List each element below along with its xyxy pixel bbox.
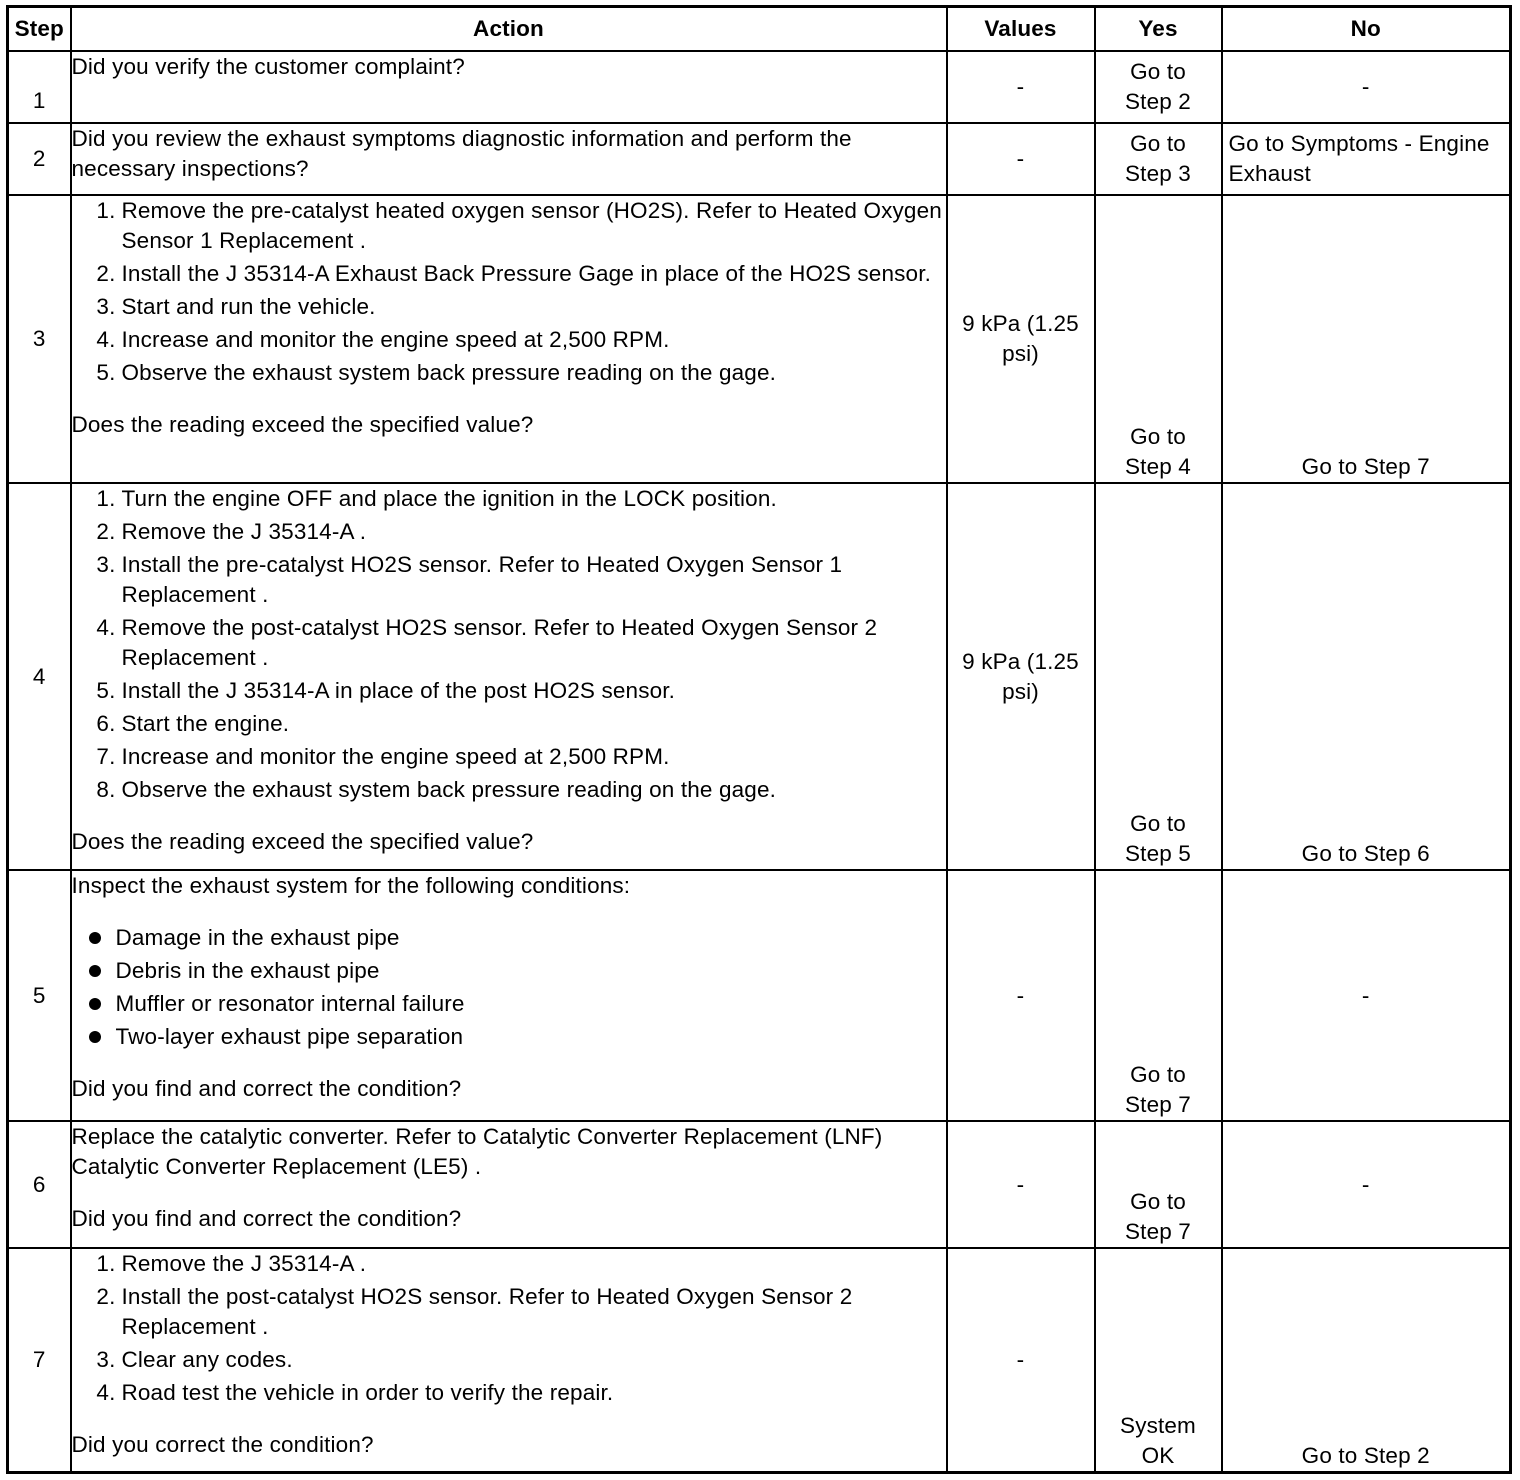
table-row — [8, 51, 1511, 123]
list-item: 5. Observe the exhaust system back pressure reading on the gage. — [96, 360, 777, 385]
header-row — [8, 7, 1511, 52]
step-number: 1 — [8, 51, 71, 123]
yes-line: Go to — [1130, 59, 1186, 84]
bullet-icon — [72, 956, 116, 986]
header-yes: Yes — [1095, 7, 1222, 52]
action-cell — [71, 1121, 947, 1248]
values-cell: - — [947, 51, 1095, 123]
yes-line: Step 7 — [1125, 1219, 1191, 1244]
action-cell — [71, 123, 947, 195]
action-intro: Did you verify the customer complaint? — [71, 54, 465, 79]
list-item: 2. Install the post-catalyst HO2S sensor. Refer to Heated Oxygen Sensor 2 Replacement . — [96, 1284, 853, 1339]
yes-cell — [1095, 51, 1222, 123]
no-cell: - — [1222, 1121, 1511, 1248]
step-number: 4 — [8, 483, 71, 870]
yes-cell — [1095, 483, 1222, 870]
condition-list — [72, 923, 946, 1052]
action-cell — [71, 870, 947, 1121]
step-number: 6 — [8, 1121, 71, 1248]
action-cell — [71, 483, 947, 870]
yes-line: Step 7 — [1125, 1092, 1191, 1117]
yes-cell — [1095, 870, 1222, 1121]
no-cell: Go to Symptoms - Engine Exhaust — [1222, 123, 1511, 195]
table-row — [8, 1121, 1511, 1248]
yes-line: Step 2 — [1125, 89, 1191, 114]
header-values: Values — [947, 7, 1095, 52]
list-item: 1. Remove the pre-catalyst heated oxygen sensor (HO2S). Refer to Heated Oxygen Sensor 1 Replacement . — [96, 198, 942, 253]
yes-line: Go to — [1130, 424, 1186, 449]
yes-line: Step 3 — [1125, 161, 1191, 186]
bullet-icon — [72, 1022, 116, 1052]
list-item: 2. Install the J 35314-A Exhaust Back Pressure Gage in place of the HO2S sensor. — [96, 261, 931, 286]
action-steps — [72, 484, 946, 805]
no-cell: Go to Step 7 — [1222, 195, 1511, 483]
list-item: Damage in the exhaust pipe — [72, 923, 946, 953]
action-intro: Inspect the exhaust system for the following conditions: — [71, 873, 631, 898]
list-item: 5. Install the J 35314-A in place of the post HO2S sensor. — [96, 678, 676, 703]
values-cell: - — [947, 870, 1095, 1121]
list-item: 8. Observe the exhaust system back pressure reading on the gage. — [96, 777, 777, 802]
action-question: Does the reading exceed the specified value? — [71, 829, 534, 854]
table-row — [8, 195, 1511, 483]
yes-line: Go to — [1130, 1062, 1186, 1087]
action-question: Does the reading exceed the specified value? — [71, 412, 534, 437]
step-number: 2 — [8, 123, 71, 195]
action-cell — [71, 1248, 947, 1472]
yes-cell — [1095, 1248, 1222, 1472]
no-cell: - — [1222, 51, 1511, 123]
yes-line: OK — [1141, 1442, 1175, 1468]
action-cell — [71, 195, 947, 483]
yes-line: System — [1120, 1412, 1196, 1438]
bullet-icon — [72, 989, 116, 1019]
values-cell: 9 kPa (1.25 psi) — [947, 483, 1095, 870]
list-item: 3. Start and run the vehicle. — [96, 294, 376, 319]
table-row — [8, 123, 1511, 195]
yes-line: Step 4 — [1125, 454, 1191, 479]
table-row — [8, 483, 1511, 870]
list-item: 2. Remove the J 35314-A . — [96, 519, 367, 544]
yes-cell — [1095, 123, 1222, 195]
values-cell: 9 kPa (1.25 psi) — [947, 195, 1095, 483]
header-no: No — [1222, 7, 1511, 52]
yes-cell — [1095, 195, 1222, 483]
yes-cell — [1095, 1121, 1222, 1248]
action-steps — [72, 1249, 946, 1408]
action-question: Did you find and correct the condition? — [71, 1076, 462, 1101]
list-item: 4. Remove the post-catalyst HO2S sensor. Refer to Heated Oxygen Sensor 2 Replacement . — [96, 615, 878, 670]
step-number: 7 — [8, 1248, 71, 1472]
list-item: 6. Start the engine. — [96, 711, 290, 736]
action-question: Did you correct the condition? — [71, 1432, 374, 1457]
table-row — [8, 1248, 1511, 1472]
yes-line: Go to — [1130, 811, 1186, 836]
step-number: 3 — [8, 195, 71, 483]
list-item: Debris in the exhaust pipe — [72, 956, 946, 986]
values-cell: - — [947, 1248, 1095, 1472]
list-item: Two-layer exhaust pipe separation — [72, 1022, 946, 1052]
action-steps — [72, 196, 946, 388]
values-cell: - — [947, 123, 1095, 195]
header-step: Step — [8, 7, 71, 52]
bullet-icon — [72, 923, 116, 953]
list-item: 1. Turn the engine OFF and place the ignition in the LOCK position. — [96, 486, 777, 511]
list-item: 3. Clear any codes. — [96, 1347, 293, 1372]
no-cell: Go to Step 6 — [1222, 483, 1511, 870]
list-item: 4. Increase and monitor the engine speed at 2,500 RPM. — [96, 327, 670, 352]
no-cell: - — [1222, 870, 1511, 1121]
action-intro: Did you review the exhaust symptoms diagnostic information and perform the necessary inspections? — [71, 126, 852, 181]
action-cell — [71, 51, 947, 123]
list-item: 7. Increase and monitor the engine speed at 2,500 RPM. — [96, 744, 670, 769]
action-intro: Replace the catalytic converter. Refer to Catalytic Converter Replacement (LNF) Catalytic Converter Replacement (LE5) . — [71, 1124, 883, 1179]
table-row — [8, 870, 1511, 1121]
step-number: 5 — [8, 870, 71, 1121]
list-item: 4. Road test the vehicle in order to verify the repair. — [96, 1380, 614, 1405]
header-action: Action — [71, 7, 947, 52]
list-item: 1. Remove the J 35314-A . — [96, 1251, 367, 1276]
yes-line: Go to — [1130, 131, 1186, 156]
list-item: 3. Install the pre-catalyst HO2S sensor. Refer to Heated Oxygen Sensor 1 Replacement . — [96, 552, 843, 607]
diagnostic-table — [6, 5, 1512, 1474]
values-cell: - — [947, 1121, 1095, 1248]
yes-line: Go to — [1130, 1189, 1186, 1214]
action-question: Did you find and correct the condition? — [71, 1206, 462, 1231]
no-cell: Go to Step 2 — [1222, 1248, 1511, 1472]
list-item: Muffler or resonator internal failure — [72, 989, 946, 1019]
yes-line: Step 5 — [1125, 841, 1191, 866]
